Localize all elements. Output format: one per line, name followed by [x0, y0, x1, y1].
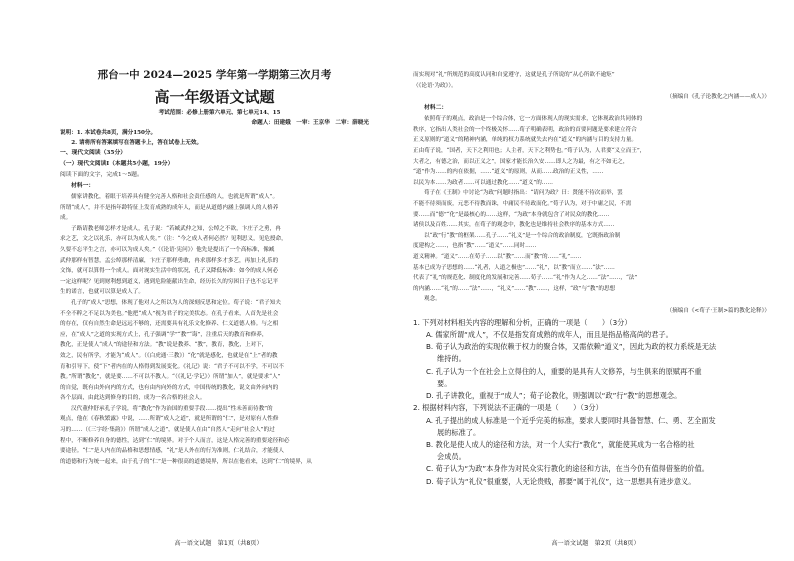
text-line: 诸侯以及百姓……其实，在荀子的观念中，教化也是维持社会秩序的基本方式…… — [413, 222, 615, 229]
text-line: “道”作为……的内在依据，……“道义”的原则，从而……政治的正义性，…… — [413, 169, 604, 176]
text-line: 效之，民有所学，才能为“成人”。（《白虎通·三教》）“化”就是感化，也就是在“上”者的教 — [60, 352, 278, 359]
page-footer: 高一语文试题 第2页（共8页） — [551, 540, 640, 547]
text-line: 观念。 — [424, 296, 441, 303]
material-label: 材料一： — [71, 183, 95, 189]
text-line: 依照荀子的观点，政治是一个综合体，它一方面体现人的现实需求，它体现政治共同体的 — [424, 116, 643, 123]
text-line: 儒家讲教化，着眼于培养具有健全完善人格和社会责任感的人，也就是所谓“成人”。 — [71, 194, 279, 200]
exam-title: 邢台一中 2024—2025 学年第一学期第三次月考 — [97, 69, 332, 81]
text-line: 大者之，有德之治，而以正义之”，国家才能长治久安……即人之为最，有之不如无之， — [413, 158, 629, 165]
text-line: 文饰，就可以算得一个成人。面对现实生活中的状况，孔子又降低标准：如今的成人何必 — [60, 268, 279, 275]
text-line: 代表了“礼”的规范化、制度化的发展和完善……荀子……“礼”作为人之……“法”……，“法” — [413, 275, 638, 282]
answer-option: A. 儒家所谓“成人”，不仅是指发育成熟的成年人，而且是指品格高尚的君子。 — [426, 330, 673, 340]
text-line: 秩序，它指出人类社会的一个终极关怀……荀子明确表明，政治的首要问题是要求建立符合 — [413, 126, 637, 133]
answer-option: D. 荀子认为“礼仪”很重要，人无论贵贱，都要“属于礼仪”，这一思想具有进步意义。 — [426, 476, 696, 486]
passage-body — [413, 114, 770, 305]
text-line: 武仲那样有智慧，孟公绰那样清廉，卞庄子那样勇敢，冉求那样多才多艺，再加上礼乐的 — [60, 257, 279, 264]
question-2-options — [413, 415, 770, 488]
source-citation: （摘编自《<荀子·王制>篇的教化论释》） — [666, 307, 770, 314]
instruction-line: 2. 请将所有答案填写在答题卡上，答在试卷上无效。 — [60, 140, 203, 146]
main-title: 高一年级语文试题 — [154, 88, 275, 106]
instruction-line: 说明：1. 本试卷共8页，满分150分。 — [60, 130, 157, 136]
text-line: 以民为本……为政者……可以通过教化……“道义”的…… — [413, 179, 553, 186]
answer-option: B. 荀子认为政治的实现依赖于权力的聚合体，又需依赖“道义”，因此为政的权力系统是无法 — [426, 342, 717, 352]
exam-scope: 考试范围：必修上册第六单元、第七单元14、15 — [158, 110, 281, 116]
question-1: 1. 下列对材料相关内容的理解和分析，正确的一项是（ ）（3分） — [413, 317, 632, 327]
text-line: 不全不粹之不足以为美也。”他把“成人”视为君子的完美状态。在孔子看来，人首先是社会 — [60, 310, 279, 317]
text-line: 久要不忘平生之言，亦可以为成人矣。”（《论语·宪问》）他先是提出了一个高标准，像臧 — [60, 246, 275, 253]
text-line: 子路请教老师怎样才是成人，孔子说：“若臧武仲之知，公绰之不欲，卞庄子之勇，冉 — [71, 225, 281, 232]
text-line: 要……而“德”“化”是最核心的……这样，“为政”本身就包含了对民众的教化…… — [413, 211, 610, 218]
answer-option: C. 荀子认为“为政”本身作为对民众实行教化的途径和方法，在当今仍有值得借鉴的价值。 — [426, 464, 709, 474]
text-line: 汉代董仲舒承孔子学说，将“教化”作为治国的重要手段……提出“性未善而待教”的 — [71, 405, 273, 412]
text-line: 荀子在《王制》中讨论“为政”问题时指出：“请问为政？曰：贤能不待次而举，罢 — [424, 190, 623, 197]
text-line: 度建构之……，也指“教”……“道义”……同时…… — [413, 243, 537, 250]
text-line: 正义原则的“道义”的精神内涵，单纯的权力系统就失去内在“道义”的内涵与目的支持力量。 — [413, 137, 638, 144]
text-line: 孔子的“成人”思想，体现了他对人之所以为人的深刻反思和定位。荀子说：“君子知夫 — [71, 299, 281, 306]
exam-staff: 命题人：田建娥 一审：王京华 二审：薛晓光 — [251, 120, 369, 126]
reading-instruction: 阅读下面的文字，完成1～5题。 — [60, 172, 143, 178]
answer-option: D. 孔子讲教化，重视于“成人”；荀子论教化，则强调以“政”行“教”的思想观念。 — [426, 391, 682, 401]
text-line: 育和引导下，使“下”者内在的人格得到发展变化。《礼记》说：“君子不可以不学，不可以不 — [60, 363, 284, 370]
text-line: 的自觉，既有由外向内的方式，也有由内向外的方式，中国传统的教化，说文由外向内的 — [60, 384, 279, 391]
text-line: 教化，正是使人“成人”的途径和方法。“教”说是教养、“教”，教育，教化，上对下， — [60, 342, 268, 349]
answer-option: B. 教化是使人成人的途径和方法，对一个人实行“教化”，就能使其成为一名合格的社 — [426, 439, 695, 449]
page-right — [397, 0, 794, 561]
text-line: 观点，他在《春秋繁露》中说，……所谓“成人之道”，就是所谓的“仁”，是对原有人性修 — [60, 416, 279, 423]
text-line: 求之艺，文之以礼乐，亦可以为成人矣。”（注：“今之成人者何必然？见利思义，见危授命， — [60, 236, 287, 243]
text-line: 的内涵……“礼”的……“法”……，“礼义”……“教”……，这样，“政”与“教”的思想 — [413, 285, 616, 292]
page-footer: 高一语文试题 第1页（共8页） — [174, 540, 263, 547]
text-line: 不能不待须而废，元恶不待教而诛，中庸民不待政而化。”荀子认为，对于中庸之民，不需 — [413, 200, 632, 207]
text-line: 各个层面，由此达到修身的目的，成为一名合格的社会人。 — [60, 395, 206, 402]
text-line: 的存在，仅有自然生命是远远不够的，还需要具有礼乐文化修养、仁义道德人格。与之相 — [60, 321, 279, 328]
text-line: 生的诺言，也就可以算是成人了。 — [60, 289, 144, 296]
subsection-heading: （一）现代文阅读Ⅰ（本题共5小题，19分） — [60, 161, 174, 167]
option-continuation: 展的标准了。 — [437, 427, 481, 437]
text-line: 应，在“成人”之道的实现方式上，孔子强调“学”“教”“诲”，注重后天的教育和修养， — [60, 331, 268, 338]
text-line: 道义精神。“道义”……在荀子……以“教”……而“教”的……“礼”…… — [413, 253, 582, 260]
text-line: 程中，不断修养自身的德性，达到“仁”的境界。对于个人而言，这是人格完善的重要途径和必 — [60, 437, 290, 444]
option-continuation: 维持的。 — [437, 354, 466, 364]
answer-option: C. 孔子认为一个在社会上立得住的人，重要的是具有人文修养，与生俱来的原赋再不重 — [426, 366, 702, 376]
text-line: 正由荀子说，“国者，天下之利用也；人主者，天下之利势也。”荀子认为，人君要“义立而王”， — [413, 147, 646, 154]
passage-continuation — [413, 70, 770, 91]
question-2: 2. 根据材料内容，下列说法不正确的一项是（ ）（3分） — [413, 403, 603, 413]
option-continuation: 要。 — [437, 378, 452, 388]
text-line: 习的……（《三字经·集韵》）所谓“成人之道”，就是使人在由“自然人”走向“社会人”的过 — [60, 427, 275, 434]
text-line: 所谓“成人”，并不是指年龄特征上发育成熟的成年人，而是从道德内涵上强调人的人格养 — [60, 204, 279, 211]
text-line: 成。 — [60, 215, 72, 222]
answer-option: A. 孔子提出的成人标准是一个近乎完美的标准，要求人要同时具备智慧、仁、勇、艺全面发 — [426, 415, 716, 425]
text-line: 一定这样呢？见到财利想到道义，遇到危险能献出生命，经历长久的穷困日子也不忘记平 — [60, 278, 279, 285]
text-line: 基本已成为子思想的……“礼者，人道之极也”……“礼”，以“教”而立……“法”…… — [413, 264, 615, 271]
option-continuation: 会成员。 — [437, 452, 466, 462]
section-heading: 一、现代文阅读（35分） — [60, 150, 127, 156]
passage-body — [60, 192, 379, 467]
question-1-options — [413, 329, 770, 402]
text-line: 以“政”行“教”的框架……孔子……“礼义”是一个综合的政治制度，它既指政治制 — [424, 232, 621, 239]
text-line: （《论语·为政》）。 — [413, 82, 457, 89]
text-line: 要途径。“仁”是人内在的品格和思想情感，“礼”是人外在的行为准则，仁礼结合，才能使人 — [60, 448, 285, 455]
text-line: 的道德和行为统一起来，由于孔子的“仁”是一种很高的道德境界，所以在他看来，达到“仁”的境界，从 — [60, 458, 312, 465]
source-citation: （摘编自《孔子论教化之内涵——成人》） — [666, 94, 770, 101]
text-line: 而实现对“礼”所规范的高度认同和自觉遵守，这就是孔子所说的“从心所欲不逾矩” — [413, 72, 615, 78]
material-label: 材料二： — [424, 105, 448, 112]
text-line: 教。”所谓“教化”，就是要……不可以不教人。“（《礼记·学记》）所谓“加人”，就是要求“人” — [60, 374, 281, 381]
